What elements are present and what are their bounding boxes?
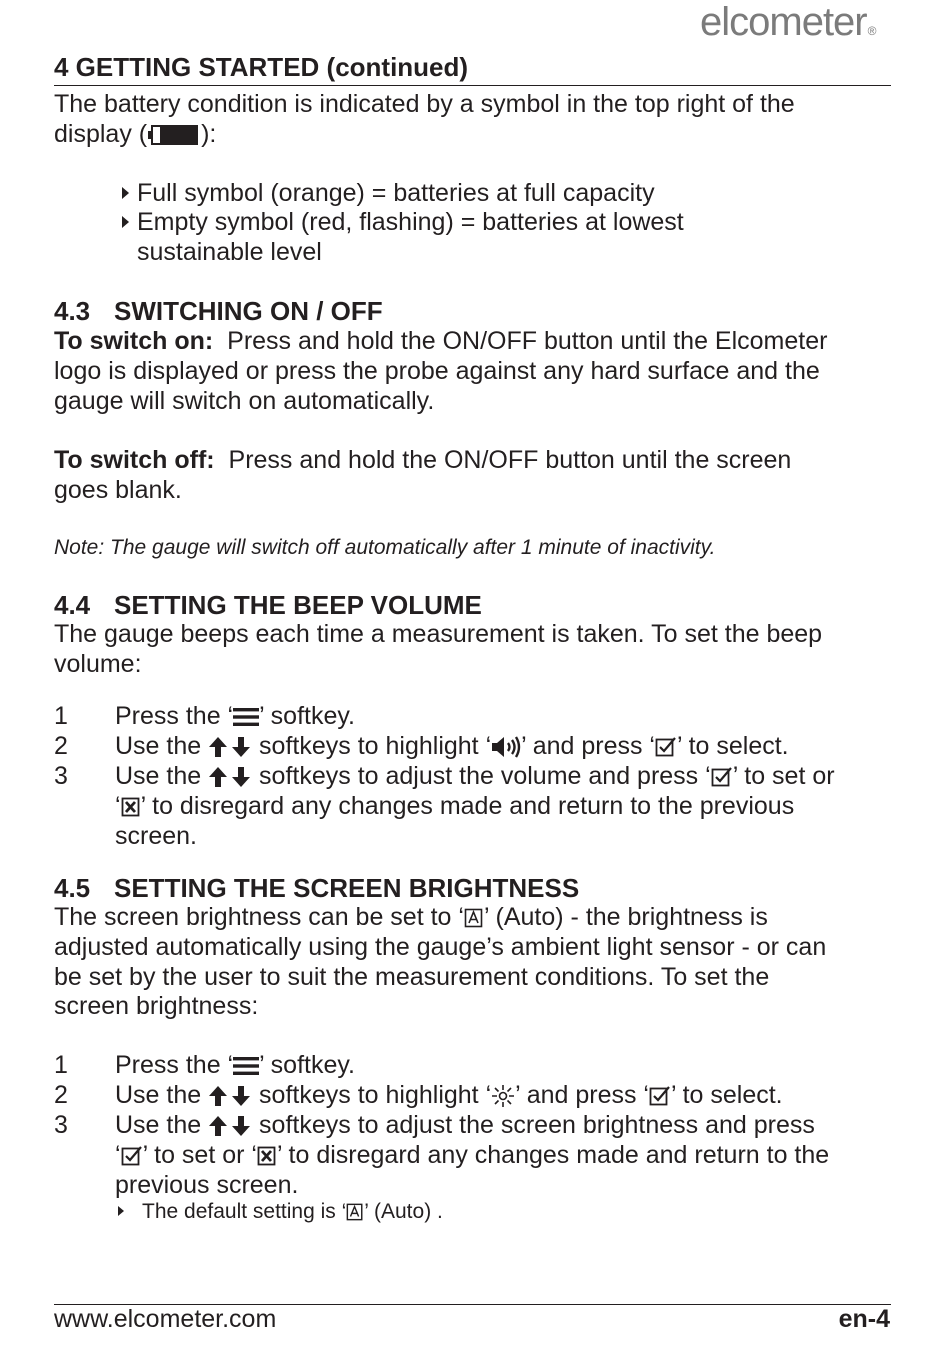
brightness-icon (491, 1084, 515, 1108)
bullet-empty-cont: sustainable level (137, 238, 322, 266)
menu-icon (233, 707, 259, 727)
cross-icon (121, 796, 141, 818)
footer-url[interactable]: www.elcometer.com (54, 1305, 277, 1333)
section-4-3-heading: 4.3 SWITCHING ON / OFF (54, 296, 383, 326)
auto-icon (346, 1202, 364, 1222)
up-down-arrows-icon (208, 765, 252, 789)
up-down-arrows-icon (208, 735, 252, 759)
check-icon (121, 1145, 143, 1167)
auto-icon (464, 907, 484, 929)
page-title: 4 GETTING STARTED (continued) (54, 52, 469, 82)
brightness-step-3: 3 Use the softkeys to adjust the screen brightness and press ‘ ’ to set or ‘ ’ to disregard any changes made and return to the previous screen. (54, 1111, 830, 1199)
page-number: en-4 (838, 1305, 890, 1333)
battery-intro: The battery condition is indicated by a symbol in the top right of the display ( ): (54, 90, 795, 148)
speaker-icon (491, 735, 521, 759)
up-down-arrows-icon (208, 1084, 252, 1108)
switch-on-text: To switch on: Press and hold the ON/OFF button until the Elcometer logo is displayed or press the probe against any hard surface and the gauge will switch on automatically. (54, 327, 828, 415)
menu-icon (233, 1056, 259, 1076)
auto-off-note: Note: The gauge will switch off automatically after 1 minute of inactivity. (54, 536, 716, 559)
default-setting-note: The default setting is ‘ ’ (Auto) . (118, 1199, 443, 1225)
beep-step-1: 1 Press the ‘ ’ softkey. (54, 702, 355, 730)
check-icon (655, 736, 677, 758)
beep-intro: The gauge beeps each time a measurement is taken. To set the beep volume: (54, 620, 823, 678)
section-4-5-heading: 4.5 SETTING THE SCREEN BRIGHTNESS (54, 873, 580, 903)
beep-step-3: 3 Use the softkeys to adjust the volume and press ‘ ’ to set or ‘ ’ to disregard any changes made and return to the previous screen. (54, 762, 835, 850)
check-icon (649, 1085, 671, 1107)
battery-icon (147, 123, 201, 147)
check-icon (711, 766, 733, 788)
brightness-step-2: 2 Use the softkeys to highlight ‘ ’ and press ‘ ’ to select. (54, 1081, 783, 1109)
up-down-arrows-icon (208, 1114, 252, 1138)
header-divider (54, 85, 891, 86)
beep-step-2: 2 Use the softkeys to highlight ‘ ’ and press ‘ ’ to select. (54, 732, 789, 760)
bullet-empty: Empty symbol (red, flashing) = batteries at lowest (122, 208, 684, 238)
bullet-full: Full symbol (orange) = batteries at full capacity (122, 179, 655, 209)
elcometer-logo: elcometer® (700, 0, 876, 44)
switch-off-text: To switch off: Press and hold the ON/OFF button until the screen goes blank. (54, 446, 792, 504)
brightness-step-1: 1 Press the ‘ ’ softkey. (54, 1051, 355, 1079)
brightness-intro: The screen brightness can be set to ‘ ’ (Auto) - the brightness is adjusted automatically using the gauge’s ambient light sensor - or can be set by the user to suit the measurement conditions. To set the screen brightness: (54, 903, 827, 1021)
section-4-4-heading: 4.4 SETTING THE BEEP VOLUME (54, 590, 482, 620)
cross-icon (257, 1145, 277, 1167)
